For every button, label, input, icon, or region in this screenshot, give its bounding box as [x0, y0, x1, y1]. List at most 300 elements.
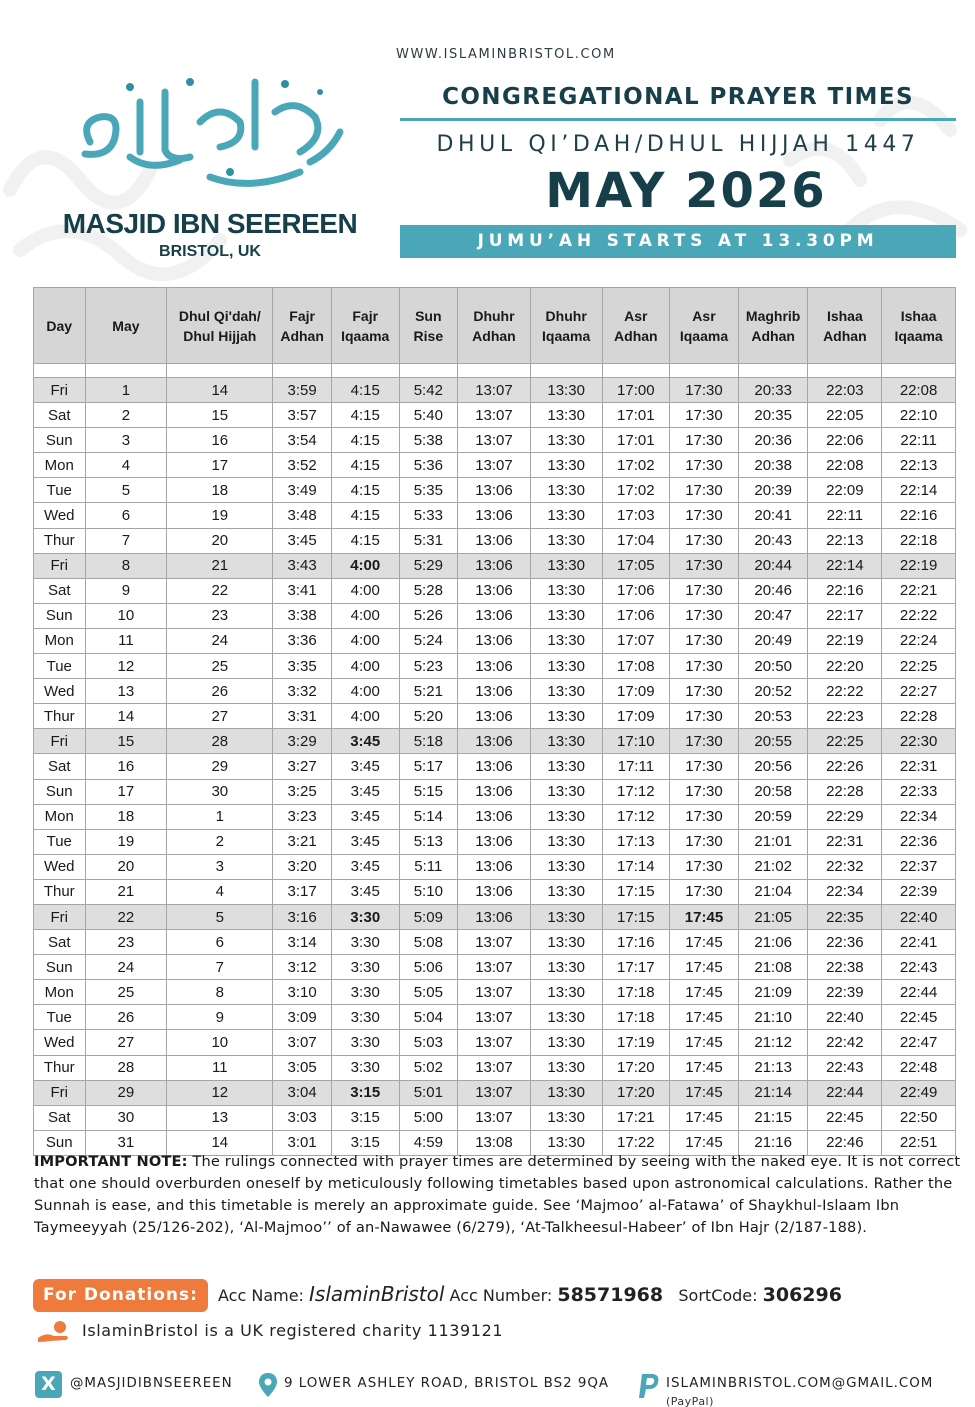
- cell-dhuhr-adhan: 13:06: [458, 729, 531, 754]
- column-header-dhuhr-adhan: [458, 288, 531, 364]
- cell-maghrib-adhan: 20:35: [738, 403, 808, 428]
- cell-sunrise: 5:03: [399, 1030, 458, 1055]
- cell-ishaa-iqaama: 22:27: [882, 679, 956, 704]
- cell-dhuhr-iqaama: 13:30: [530, 1055, 602, 1080]
- cell-asr-adhan: 17:10: [602, 729, 670, 754]
- spacer-cell: [808, 364, 882, 378]
- cell-ishaa-adhan: 22:38: [808, 955, 882, 980]
- cell-ishaa-adhan: 22:46: [808, 1130, 882, 1155]
- cell-sunrise: 5:36: [399, 453, 458, 478]
- cell-dhuhr-iqaama: 13:30: [530, 1030, 602, 1055]
- cell-ishaa-iqaama: 22:31: [882, 754, 956, 779]
- cell-asr-iqaama: 17:30: [670, 403, 739, 428]
- cell-may: 19: [85, 829, 167, 854]
- cell-hijri: 1: [167, 804, 273, 829]
- cell-day: Mon: [34, 628, 86, 653]
- cell-dhuhr-adhan: 13:06: [458, 553, 531, 578]
- cell-asr-adhan: 17:11: [602, 754, 670, 779]
- cell-day: Mon: [34, 453, 86, 478]
- cell-day: Thur: [34, 879, 86, 904]
- cell-day: Fri: [34, 904, 86, 929]
- column-header-asr-iqaama: [670, 288, 739, 364]
- spacer-cell: [738, 364, 808, 378]
- spacer-cell: [530, 364, 602, 378]
- cell-ishaa-iqaama: 22:30: [882, 729, 956, 754]
- cell-ishaa-iqaama: 22:19: [882, 553, 956, 578]
- cell-dhuhr-iqaama: 13:30: [530, 980, 602, 1005]
- cell-ishaa-adhan: 22:39: [808, 980, 882, 1005]
- cell-hijri: 14: [167, 378, 273, 403]
- cell-hijri: 7: [167, 955, 273, 980]
- table-row: [34, 879, 956, 904]
- table-row: [34, 478, 956, 503]
- cell-dhuhr-adhan: 13:07: [458, 1105, 531, 1130]
- cell-fajr-adhan: 3:29: [273, 729, 332, 754]
- contact-email[interactable]: ISLAMINBRISTOL.COM@GMAIL.COM: [666, 1376, 934, 1391]
- spacer-cell: [34, 364, 86, 378]
- cell-asr-iqaama: 17:30: [670, 779, 739, 804]
- cell-dhuhr-adhan: 13:06: [458, 854, 531, 879]
- header-line: Ishaa: [826, 307, 863, 324]
- cell-maghrib-adhan: 20:41: [738, 503, 808, 528]
- table-row: [34, 854, 956, 879]
- cell-asr-adhan: 17:13: [602, 829, 670, 854]
- cell-ishaa-adhan: 22:23: [808, 704, 882, 729]
- cell-fajr-iqaama: 4:00: [331, 603, 399, 628]
- cell-fajr-iqaama: 3:45: [331, 779, 399, 804]
- cell-may: 4: [85, 453, 167, 478]
- cell-sunrise: 5:31: [399, 528, 458, 553]
- cell-hijri: 10: [167, 1030, 273, 1055]
- cell-asr-iqaama: 17:30: [670, 528, 739, 553]
- header-line: Dhul Hijjah: [183, 327, 257, 344]
- cell-ishaa-adhan: 22:28: [808, 779, 882, 804]
- cell-ishaa-iqaama: 22:21: [882, 578, 956, 603]
- cell-dhuhr-iqaama: 13:30: [530, 578, 602, 603]
- cell-asr-adhan: 17:06: [602, 578, 670, 603]
- charity-registration: IslaminBristol is a UK registered charity 1139121: [82, 1321, 504, 1340]
- cell-dhuhr-iqaama: 13:30: [530, 503, 602, 528]
- cell-dhuhr-adhan: 13:07: [458, 955, 531, 980]
- cell-may: 27: [85, 1030, 167, 1055]
- cell-ishaa-iqaama: 22:50: [882, 1105, 956, 1130]
- table-row: [34, 553, 956, 578]
- cell-sunrise: 5:17: [399, 754, 458, 779]
- cell-asr-adhan: 17:04: [602, 528, 670, 553]
- cell-asr-adhan: 17:08: [602, 654, 670, 679]
- cell-sunrise: 5:00: [399, 1105, 458, 1130]
- table-row: [34, 754, 956, 779]
- cell-may: 10: [85, 603, 167, 628]
- cell-ishaa-adhan: 22:11: [808, 503, 882, 528]
- header-line: Dhul Qi'dah/: [178, 307, 261, 324]
- cell-dhuhr-adhan: 13:06: [458, 829, 531, 854]
- cell-sunrise: 5:18: [399, 729, 458, 754]
- spacer-cell: [882, 364, 956, 378]
- cell-maghrib-adhan: 20:55: [738, 729, 808, 754]
- cell-maghrib-adhan: 20:58: [738, 779, 808, 804]
- cell-hijri: 12: [167, 1080, 273, 1105]
- cell-maghrib-adhan: 21:02: [738, 854, 808, 879]
- cell-dhuhr-iqaama: 13:30: [530, 829, 602, 854]
- cell-dhuhr-adhan: 13:07: [458, 1055, 531, 1080]
- cell-asr-iqaama: 17:30: [670, 879, 739, 904]
- cell-ishaa-adhan: 22:17: [808, 603, 882, 628]
- cell-ishaa-adhan: 22:03: [808, 378, 882, 403]
- cell-maghrib-adhan: 21:05: [738, 904, 808, 929]
- header-line: Sun: [415, 307, 442, 324]
- cell-day: Tue: [34, 654, 86, 679]
- cell-fajr-adhan: 3:36: [273, 628, 332, 653]
- cell-sunrise: 5:10: [399, 879, 458, 904]
- cell-asr-iqaama: 17:45: [670, 1080, 739, 1105]
- cell-day: Sun: [34, 779, 86, 804]
- cell-fajr-adhan: 3:14: [273, 930, 332, 955]
- cell-maghrib-adhan: 21:08: [738, 955, 808, 980]
- cell-dhuhr-iqaama: 13:30: [530, 654, 602, 679]
- column-header-dhuhr-iqaama: [530, 288, 602, 364]
- cell-fajr-iqaama: 3:30: [331, 1030, 399, 1055]
- cell-ishaa-adhan: 22:06: [808, 428, 882, 453]
- cell-day: Sun: [34, 428, 86, 453]
- cell-day: Tue: [34, 829, 86, 854]
- cell-ishaa-iqaama: 22:08: [882, 378, 956, 403]
- cell-ishaa-iqaama: 22:48: [882, 1055, 956, 1080]
- cell-fajr-adhan: 3:04: [273, 1080, 332, 1105]
- cell-fajr-adhan: 3:27: [273, 754, 332, 779]
- cell-fajr-iqaama: 3:45: [331, 804, 399, 829]
- cell-day: Sat: [34, 403, 86, 428]
- cell-asr-iqaama: 17:30: [670, 854, 739, 879]
- cell-fajr-adhan: 3:10: [273, 980, 332, 1005]
- cell-asr-iqaama: 17:30: [670, 679, 739, 704]
- cell-fajr-adhan: 3:01: [273, 1130, 332, 1155]
- cell-dhuhr-iqaama: 13:30: [530, 478, 602, 503]
- table-row: [34, 1080, 956, 1105]
- table-row: [34, 654, 956, 679]
- cell-hijri: 24: [167, 628, 273, 653]
- cell-day: Wed: [34, 1030, 86, 1055]
- cell-hijri: 22: [167, 578, 273, 603]
- cell-sunrise: 5:05: [399, 980, 458, 1005]
- cell-sunrise: 5:26: [399, 603, 458, 628]
- cell-fajr-iqaama: 3:45: [331, 754, 399, 779]
- masjid-calligraphy-logo: [70, 62, 350, 202]
- header-line: Rise: [413, 327, 444, 344]
- cell-hijri: 29: [167, 754, 273, 779]
- cell-dhuhr-adhan: 13:06: [458, 679, 531, 704]
- cell-hijri: 28: [167, 729, 273, 754]
- cell-sunrise: 5:42: [399, 378, 458, 403]
- cell-dhuhr-adhan: 13:07: [458, 980, 531, 1005]
- cell-maghrib-adhan: 20:36: [738, 428, 808, 453]
- cell-hijri: 21: [167, 553, 273, 578]
- twitter-handle[interactable]: @MASJIDIBNSEEREEN: [70, 1376, 233, 1391]
- cell-dhuhr-iqaama: 13:30: [530, 528, 602, 553]
- cell-may: 23: [85, 930, 167, 955]
- cell-asr-iqaama: 17:30: [670, 503, 739, 528]
- cell-dhuhr-adhan: 13:07: [458, 930, 531, 955]
- cell-asr-iqaama: 17:30: [670, 804, 739, 829]
- cell-sunrise: 5:09: [399, 904, 458, 929]
- cell-dhuhr-iqaama: 13:30: [530, 428, 602, 453]
- cell-ishaa-adhan: 22:32: [808, 854, 882, 879]
- acc-number-label: Acc Number:: [449, 1286, 553, 1305]
- cell-sunrise: 5:33: [399, 503, 458, 528]
- cell-ishaa-iqaama: 22:22: [882, 603, 956, 628]
- cell-may: 5: [85, 478, 167, 503]
- cell-sunrise: 5:24: [399, 628, 458, 653]
- cell-day: Sat: [34, 1105, 86, 1130]
- spacer-cell: [273, 364, 332, 378]
- cell-day: Fri: [34, 553, 86, 578]
- cell-fajr-iqaama: 4:15: [331, 428, 399, 453]
- cell-dhuhr-iqaama: 13:30: [530, 754, 602, 779]
- cell-dhuhr-adhan: 13:07: [458, 1030, 531, 1055]
- cell-fajr-adhan: 3:03: [273, 1105, 332, 1130]
- header-line: Adhan: [472, 327, 516, 344]
- cell-dhuhr-adhan: 13:06: [458, 804, 531, 829]
- cell-fajr-iqaama: 3:15: [331, 1105, 399, 1130]
- cell-asr-adhan: 17:17: [602, 955, 670, 980]
- x-icon[interactable]: X: [35, 1371, 62, 1398]
- cell-fajr-adhan: 3:23: [273, 804, 332, 829]
- cell-asr-adhan: 17:22: [602, 1130, 670, 1155]
- cell-dhuhr-adhan: 13:06: [458, 779, 531, 804]
- cell-hijri: 8: [167, 980, 273, 1005]
- cell-asr-adhan: 17:18: [602, 1005, 670, 1030]
- jumuah-banner: JUMU’AH STARTS AT 13.30PM: [400, 225, 956, 258]
- cell-hijri: 4: [167, 879, 273, 904]
- cell-dhuhr-adhan: 13:06: [458, 528, 531, 553]
- cell-sunrise: 5:14: [399, 804, 458, 829]
- cell-maghrib-adhan: 20:44: [738, 553, 808, 578]
- cell-may: 16: [85, 754, 167, 779]
- cell-ishaa-iqaama: 22:25: [882, 654, 956, 679]
- cell-dhuhr-adhan: 13:06: [458, 879, 531, 904]
- cell-hijri: 27: [167, 704, 273, 729]
- cell-asr-adhan: 17:18: [602, 980, 670, 1005]
- cell-ishaa-adhan: 22:14: [808, 553, 882, 578]
- cell-asr-iqaama: 17:45: [670, 1130, 739, 1155]
- header-line: Asr: [692, 307, 716, 324]
- table-row: [34, 578, 956, 603]
- cell-asr-adhan: 17:12: [602, 779, 670, 804]
- cell-may: 7: [85, 528, 167, 553]
- header-line: Dhuhr: [545, 307, 587, 324]
- cell-fajr-iqaama: 3:15: [331, 1130, 399, 1155]
- cell-fajr-adhan: 3:43: [273, 553, 332, 578]
- cell-maghrib-adhan: 20:33: [738, 378, 808, 403]
- cell-asr-adhan: 17:20: [602, 1080, 670, 1105]
- table-row: [34, 503, 956, 528]
- cell-maghrib-adhan: 21:06: [738, 930, 808, 955]
- cell-ishaa-adhan: 22:25: [808, 729, 882, 754]
- cell-asr-adhan: 17:02: [602, 453, 670, 478]
- cell-maghrib-adhan: 20:50: [738, 654, 808, 679]
- cell-ishaa-adhan: 22:43: [808, 1055, 882, 1080]
- cell-ishaa-iqaama: 22:34: [882, 804, 956, 829]
- cell-fajr-iqaama: 4:15: [331, 528, 399, 553]
- cell-asr-adhan: 17:20: [602, 1055, 670, 1080]
- hijri-months: DHUL QI’DAH/DHUL HIJJAH 1447: [436, 132, 920, 157]
- cell-dhuhr-adhan: 13:06: [458, 628, 531, 653]
- cell-asr-adhan: 17:02: [602, 478, 670, 503]
- cell-sunrise: 5:13: [399, 829, 458, 854]
- cell-fajr-adhan: 3:38: [273, 603, 332, 628]
- cell-sunrise: 5:38: [399, 428, 458, 453]
- spacer-cell: [85, 364, 167, 378]
- cell-dhuhr-adhan: 13:07: [458, 428, 531, 453]
- cell-maghrib-adhan: 20:59: [738, 804, 808, 829]
- cell-fajr-iqaama: 4:15: [331, 503, 399, 528]
- cell-ishaa-adhan: 22:44: [808, 1080, 882, 1105]
- cell-fajr-iqaama: 3:45: [331, 854, 399, 879]
- cell-ishaa-iqaama: 22:33: [882, 779, 956, 804]
- cell-dhuhr-iqaama: 13:30: [530, 628, 602, 653]
- cell-ishaa-adhan: 22:29: [808, 804, 882, 829]
- cell-dhuhr-adhan: 13:07: [458, 378, 531, 403]
- cell-ishaa-iqaama: 22:28: [882, 704, 956, 729]
- cell-dhuhr-adhan: 13:06: [458, 603, 531, 628]
- cell-day: Sun: [34, 1130, 86, 1155]
- cell-hijri: 16: [167, 428, 273, 453]
- cell-sunrise: 5:06: [399, 955, 458, 980]
- cell-asr-iqaama: 17:30: [670, 378, 739, 403]
- cell-may: 12: [85, 654, 167, 679]
- cell-hijri: 23: [167, 603, 273, 628]
- cell-fajr-iqaama: 3:30: [331, 904, 399, 929]
- important-note: [34, 1151, 964, 1239]
- cell-dhuhr-iqaama: 13:30: [530, 1130, 602, 1155]
- table-row: [34, 1105, 956, 1130]
- cell-fajr-adhan: 3:16: [273, 904, 332, 929]
- cell-may: 30: [85, 1105, 167, 1130]
- cell-fajr-adhan: 3:41: [273, 578, 332, 603]
- cell-hijri: 5: [167, 904, 273, 929]
- cell-ishaa-iqaama: 22:45: [882, 1005, 956, 1030]
- spacer-cell: [399, 364, 458, 378]
- cell-ishaa-adhan: 22:40: [808, 1005, 882, 1030]
- sortcode: 306296: [762, 1284, 842, 1306]
- cell-may: 14: [85, 704, 167, 729]
- header-line: Day: [46, 317, 73, 334]
- cell-fajr-adhan: 3:54: [273, 428, 332, 453]
- spacer-cell: [331, 364, 399, 378]
- cell-asr-iqaama: 17:45: [670, 1055, 739, 1080]
- cell-fajr-adhan: 3:17: [273, 879, 332, 904]
- cell-sunrise: 5:40: [399, 403, 458, 428]
- website-url[interactable]: WWW.ISLAMINBRISTOL.COM: [396, 47, 616, 62]
- cell-fajr-iqaama: 3:15: [331, 1080, 399, 1105]
- header-spacer: [34, 364, 956, 378]
- cell-dhuhr-iqaama: 13:30: [530, 955, 602, 980]
- cell-asr-adhan: 17:05: [602, 553, 670, 578]
- cell-maghrib-adhan: 21:01: [738, 829, 808, 854]
- table-row: [34, 403, 956, 428]
- cell-fajr-adhan: 3:31: [273, 704, 332, 729]
- cell-sunrise: 5:20: [399, 704, 458, 729]
- cell-day: Tue: [34, 478, 86, 503]
- cell-ishaa-adhan: 22:36: [808, 930, 882, 955]
- header-line: Ishaa: [900, 307, 937, 324]
- cell-maghrib-adhan: 21:04: [738, 879, 808, 904]
- cell-fajr-adhan: 3:07: [273, 1030, 332, 1055]
- cell-may: 31: [85, 1130, 167, 1155]
- cell-day: Thur: [34, 528, 86, 553]
- cell-fajr-adhan: 3:45: [273, 528, 332, 553]
- cell-asr-adhan: 17:19: [602, 1030, 670, 1055]
- table-row: [34, 1005, 956, 1030]
- cell-fajr-iqaama: 4:00: [331, 704, 399, 729]
- cell-maghrib-adhan: 20:39: [738, 478, 808, 503]
- cell-dhuhr-iqaama: 13:30: [530, 603, 602, 628]
- cell-dhuhr-iqaama: 13:30: [530, 1005, 602, 1030]
- cell-ishaa-iqaama: 22:39: [882, 879, 956, 904]
- table-row: [34, 829, 956, 854]
- cell-fajr-iqaama: 3:30: [331, 980, 399, 1005]
- column-header-fajr-adhan: [273, 288, 332, 364]
- cell-hijri: 11: [167, 1055, 273, 1080]
- cell-fajr-iqaama: 3:45: [331, 729, 399, 754]
- cell-ishaa-iqaama: 22:41: [882, 930, 956, 955]
- table-row: [34, 1055, 956, 1080]
- cell-asr-iqaama: 17:30: [670, 553, 739, 578]
- cell-dhuhr-adhan: 13:07: [458, 1005, 531, 1030]
- cell-ishaa-adhan: 22:34: [808, 879, 882, 904]
- cell-ishaa-iqaama: 22:36: [882, 829, 956, 854]
- column-header-ishaa-adhan: [808, 288, 882, 364]
- cell-fajr-adhan: 3:52: [273, 453, 332, 478]
- cell-asr-iqaama: 17:30: [670, 478, 739, 503]
- cell-asr-adhan: 17:00: [602, 378, 670, 403]
- column-header-maghrib-adhan: [738, 288, 808, 364]
- spacer-cell: [167, 364, 273, 378]
- cell-asr-iqaama: 17:30: [670, 729, 739, 754]
- cell-dhuhr-iqaama: 13:30: [530, 779, 602, 804]
- cell-fajr-adhan: 3:48: [273, 503, 332, 528]
- cell-asr-adhan: 17:01: [602, 428, 670, 453]
- cell-asr-adhan: 17:14: [602, 854, 670, 879]
- cell-ishaa-adhan: 22:35: [808, 904, 882, 929]
- header-line: Asr: [624, 307, 648, 324]
- cell-may: 3: [85, 428, 167, 453]
- cell-dhuhr-adhan: 13:06: [458, 654, 531, 679]
- cell-day: Mon: [34, 980, 86, 1005]
- cell-maghrib-adhan: 21:14: [738, 1080, 808, 1105]
- cell-dhuhr-iqaama: 13:30: [530, 804, 602, 829]
- table-row: [34, 603, 956, 628]
- cell-sunrise: 5:11: [399, 854, 458, 879]
- cell-fajr-adhan: 3:12: [273, 955, 332, 980]
- cell-day: Thur: [34, 704, 86, 729]
- cell-dhuhr-adhan: 13:07: [458, 453, 531, 478]
- cell-dhuhr-adhan: 13:06: [458, 704, 531, 729]
- cell-ishaa-adhan: 22:05: [808, 403, 882, 428]
- cell-dhuhr-adhan: 13:08: [458, 1130, 531, 1155]
- cell-ishaa-iqaama: 22:10: [882, 403, 956, 428]
- cell-ishaa-iqaama: 22:18: [882, 528, 956, 553]
- cell-sunrise: 5:23: [399, 654, 458, 679]
- cell-day: Fri: [34, 729, 86, 754]
- column-header-may: [85, 288, 167, 364]
- cell-fajr-adhan: 3:21: [273, 829, 332, 854]
- header-line: Fajr: [352, 307, 379, 324]
- table-row: [34, 729, 956, 754]
- cell-may: 26: [85, 1005, 167, 1030]
- cell-ishaa-iqaama: 22:37: [882, 854, 956, 879]
- cell-may: 9: [85, 578, 167, 603]
